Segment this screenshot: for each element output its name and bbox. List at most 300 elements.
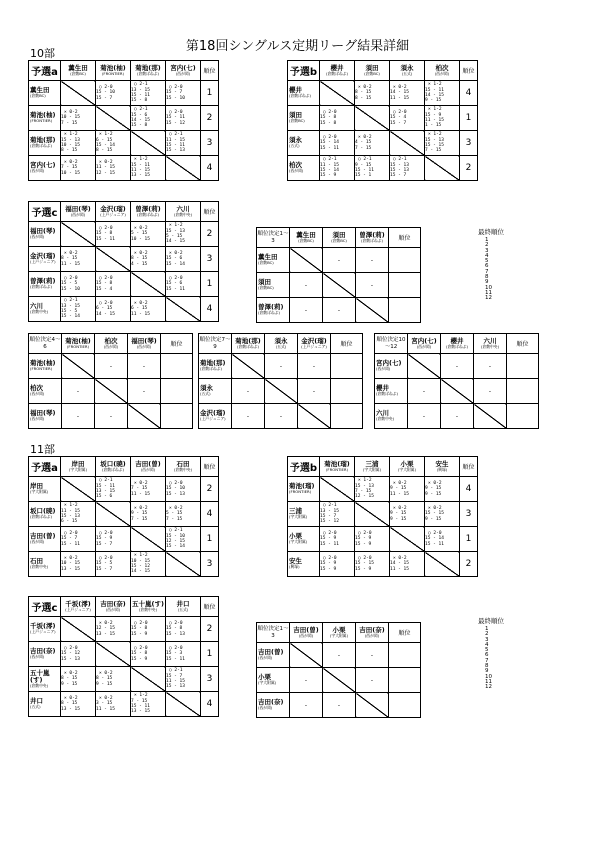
- row-player: [288, 552, 320, 577]
- player-name: 小栗: [258, 673, 271, 682]
- col-player: [96, 61, 131, 81]
- row-player: [257, 643, 290, 668]
- col-player: [355, 457, 390, 477]
- player-name: 三浦: [365, 459, 379, 468]
- player-name: 千坂(澪): [65, 599, 91, 608]
- game-score: 7 - 15: [131, 698, 148, 704]
- player-name: 曽澤(莉): [258, 303, 284, 312]
- col-player: [355, 61, 390, 81]
- table-row: [29, 527, 219, 552]
- self-cell: [390, 527, 425, 552]
- row-player: [29, 692, 61, 717]
- table-row: [29, 297, 219, 322]
- col-player: [61, 61, 96, 81]
- rank-value: [389, 643, 421, 668]
- player-name: 柏次: [289, 161, 302, 170]
- match-summary: ○ 2-0: [134, 620, 148, 626]
- self-cell: [62, 354, 95, 379]
- game-score: 15 - 11: [166, 656, 185, 662]
- match-summary: × 0-2: [64, 555, 78, 561]
- game-score: 11 - 15: [390, 566, 409, 572]
- match-result: [320, 527, 355, 552]
- player-club: (FRONTIER): [289, 489, 312, 495]
- table-row: [199, 379, 363, 404]
- player-club: (倉敷ぱねぶ): [137, 211, 159, 217]
- final-rank-number: 3: [485, 247, 489, 254]
- game-score: 1 - 15: [425, 123, 442, 129]
- match-result: [96, 552, 131, 577]
- player-name: 金沢(瑠): [100, 204, 126, 213]
- match-summary: ○ 2-0: [323, 109, 337, 115]
- match-summary: ○ 2-0: [169, 84, 183, 90]
- row-player: [29, 156, 61, 181]
- empty-result: -: [356, 248, 389, 273]
- division-label: 10部: [30, 47, 55, 60]
- row-player: [29, 297, 61, 322]
- row-player: [375, 404, 408, 429]
- player-name: 吉田(奈): [100, 599, 126, 608]
- player-club: (五式): [275, 343, 287, 349]
- game-score: 15 - 15: [425, 143, 444, 148]
- match-summary: ○ 2-1: [64, 298, 78, 304]
- final-rank-number: 10: [485, 284, 492, 291]
- game-score: 13 - 15: [61, 566, 80, 572]
- player-name: 宮内(七): [376, 359, 402, 368]
- game-score: 15 - 6: [131, 112, 148, 118]
- final-rank-number: 6: [485, 263, 489, 270]
- row-player: [257, 273, 290, 298]
- rank-header: 順位: [201, 457, 219, 477]
- match-result: [425, 502, 460, 527]
- player-club: (倉敷中央): [30, 309, 49, 315]
- game-score: 14 - 15: [96, 311, 115, 317]
- empty-result: -: [356, 668, 389, 693]
- player-name: 須田: [289, 111, 302, 120]
- game-score: 11 - 15: [61, 508, 80, 514]
- player-name: 金沢(瑠): [30, 252, 56, 261]
- game-score: 15 - 13: [355, 483, 374, 489]
- player-club: (上戸ジュニア): [100, 211, 126, 217]
- row-player: [257, 248, 290, 273]
- match-summary: × 0-2: [428, 505, 442, 511]
- player-club: (倉敷BC): [258, 285, 274, 291]
- match-summary: ○ 2-1: [169, 668, 183, 674]
- col-player: [390, 457, 425, 477]
- game-score: 3 - 15: [96, 701, 113, 707]
- game-score: 15 - 9: [320, 536, 337, 542]
- match-summary: ○ 2-1: [393, 157, 407, 163]
- match-result: [166, 642, 201, 667]
- player-club: (上戸ジュニア): [65, 606, 91, 612]
- match-result: [131, 156, 166, 181]
- empty-result: -: [474, 354, 507, 379]
- col-player: [131, 202, 166, 222]
- player-club: (宇大附属): [30, 489, 49, 495]
- match-summary: ○ 2-1: [323, 157, 337, 163]
- game-score: 9 - 15: [425, 491, 442, 497]
- match-result: [96, 297, 131, 322]
- game-score: 9 - 15: [355, 162, 372, 168]
- match-result: [61, 692, 96, 717]
- rank-value: [161, 404, 193, 429]
- final-rank-number: 11: [485, 289, 492, 296]
- match-summary: × 0-2: [134, 225, 148, 231]
- rank-value: [389, 668, 421, 693]
- match-summary: × 0-2: [99, 695, 113, 701]
- match-result: [96, 477, 131, 502]
- league-label: 予選c: [29, 202, 61, 222]
- empty-result: -: [95, 404, 128, 429]
- match-result: [131, 247, 166, 272]
- match-summary: ○ 2-0: [169, 645, 183, 651]
- match-result: [320, 502, 355, 527]
- empty-result: -: [62, 404, 95, 429]
- rank-value: [161, 379, 193, 404]
- game-score: 8 - 15: [355, 95, 372, 101]
- rank-value: 3: [201, 552, 219, 577]
- row-player: [288, 156, 320, 181]
- player-name: 宮内(七): [30, 161, 56, 170]
- playoff-table: [256, 227, 421, 323]
- col-player: [96, 202, 131, 222]
- game-score: 15 - 10: [166, 486, 185, 492]
- empty-result: -: [408, 379, 441, 404]
- page-title: 第18回シングルス定期リーグ結果詳細: [185, 39, 410, 54]
- player-name: 安生: [289, 557, 302, 566]
- player-club: (興塚): [436, 466, 448, 472]
- match-summary: × 0-2: [134, 300, 148, 306]
- self-cell: [61, 81, 96, 106]
- self-cell: [320, 81, 355, 106]
- match-result: [96, 81, 131, 106]
- col-player: [474, 334, 507, 354]
- player-club: (五式): [177, 606, 189, 612]
- player-club: (興塚): [289, 564, 300, 570]
- player-name: 菊地(那): [30, 136, 56, 145]
- match-result: [61, 667, 96, 692]
- final-rank-number: 8: [485, 663, 489, 670]
- game-score: 8 - 15: [61, 676, 78, 682]
- rank-value: [331, 354, 363, 379]
- player-club: (西が岡): [30, 654, 45, 660]
- game-score: 9 - 15: [131, 511, 148, 517]
- table-row: [29, 156, 219, 181]
- col-player: [232, 334, 265, 354]
- game-score: 15 - 10: [166, 533, 185, 539]
- match-result: [390, 502, 425, 527]
- player-name: 薫生田: [296, 230, 316, 239]
- league-label: 予選a: [29, 61, 61, 81]
- match-summary: × 1-2: [64, 503, 78, 509]
- match-result: [166, 477, 201, 502]
- match-result: [166, 272, 201, 297]
- match-result: [320, 106, 355, 131]
- table-row: [29, 379, 193, 404]
- rank-value: [389, 273, 421, 298]
- game-score: 7 - 15: [166, 516, 183, 522]
- match-summary: × 0-2: [99, 670, 113, 676]
- game-score: 15 - 11: [131, 704, 150, 709]
- match-result: [61, 156, 96, 181]
- final-rank-number: 3: [485, 636, 489, 643]
- match-summary: × 0-2: [99, 620, 113, 626]
- league-table: [28, 201, 219, 322]
- game-score: 15 - 6: [96, 494, 113, 500]
- player-club: (西が岡): [289, 168, 304, 174]
- empty-result: -: [323, 298, 356, 323]
- game-score: 9 - 15: [61, 681, 78, 687]
- match-summary: ○ 2-0: [64, 645, 78, 651]
- col-player: [408, 334, 441, 354]
- table-row: [288, 81, 478, 106]
- player-name: 吉田(曽): [135, 459, 161, 468]
- game-score: 6 - 15: [96, 137, 113, 143]
- match-result: [320, 156, 355, 181]
- match-summary: × 0-2: [99, 159, 113, 165]
- player-name: 六川: [176, 204, 190, 213]
- table-row: [199, 354, 363, 379]
- game-score: 15 - 14: [166, 544, 185, 550]
- match-result: [390, 552, 425, 577]
- col-player: [265, 334, 298, 354]
- match-result: [131, 617, 166, 642]
- game-score: 13 - 15: [320, 508, 339, 514]
- playoff-label: 順位決定1～3: [257, 228, 290, 248]
- league-label: 予選b: [288, 457, 320, 477]
- table-row: [288, 527, 478, 552]
- col-player: [425, 61, 460, 81]
- self-cell: [290, 643, 323, 668]
- player-club: (上戸ジュニア): [200, 416, 226, 422]
- empty-result: -: [323, 643, 356, 668]
- match-summary: ○ 2-1: [134, 82, 148, 88]
- game-score: 15 - 13: [390, 162, 409, 168]
- player-name: 薫生田: [258, 253, 278, 262]
- player-club: (宇大附属): [68, 466, 88, 472]
- game-score: 13 - 15: [61, 303, 80, 309]
- self-cell: [474, 404, 507, 429]
- player-club: (宇大附属): [258, 680, 277, 686]
- player-name: 福田(琴): [65, 204, 91, 213]
- player-club: (西が岡): [364, 632, 380, 638]
- game-score: 15 - 15: [425, 511, 444, 517]
- player-name: 小栗: [400, 459, 414, 468]
- rank-value: 1: [201, 272, 219, 297]
- self-cell: [425, 552, 460, 577]
- match-result: [96, 222, 131, 247]
- game-score: 15 - 7: [96, 95, 113, 101]
- self-cell: [131, 527, 166, 552]
- match-summary: × 0-2: [393, 480, 407, 486]
- match-result: [425, 131, 460, 156]
- game-score: 15 - 13: [390, 168, 409, 173]
- game-score: 15 - 12: [166, 120, 185, 126]
- match-result: [131, 642, 166, 667]
- player-name: 櫻井: [330, 63, 344, 72]
- player-name: 宮内(七): [411, 336, 437, 345]
- game-score: 15 - 11: [320, 145, 339, 151]
- game-score: 8 - 15: [131, 256, 148, 262]
- game-score: 15 - 14: [166, 261, 185, 267]
- game-score: 7 - 15: [131, 516, 148, 522]
- player-club: (FRONTIER): [325, 466, 349, 472]
- row-player: [29, 379, 62, 404]
- self-cell: [61, 617, 96, 642]
- player-name: 櫻井: [450, 336, 464, 345]
- game-score: 9 - 15: [390, 486, 407, 492]
- game-score: 11 - 15: [96, 706, 115, 712]
- game-score: 13 - 15: [131, 709, 150, 715]
- game-score: 15 - 9: [131, 656, 148, 662]
- self-cell: [166, 156, 201, 181]
- player-name: 三浦: [289, 507, 302, 516]
- player-name: 須永: [274, 336, 288, 345]
- player-club: (上戸ジュニア): [30, 259, 56, 265]
- game-score: 15 - 7: [96, 541, 113, 547]
- row-player: [29, 667, 61, 692]
- game-score: 15 - 13: [166, 631, 185, 637]
- match-summary: × 1-2: [428, 132, 442, 138]
- game-score: 15 - 13: [166, 684, 185, 690]
- rank-header: 順位: [389, 228, 421, 248]
- game-score: 15 - 4: [390, 115, 407, 121]
- rank-value: 2: [201, 617, 219, 642]
- col-player: [131, 457, 166, 477]
- match-result: [131, 106, 166, 131]
- match-summary: ○ 2-0: [323, 555, 337, 561]
- playoff-label: 順位決定1～3: [257, 623, 290, 643]
- player-name: 菊地(那): [235, 336, 261, 345]
- game-score: 15 - 11: [96, 236, 115, 242]
- player-club: (倉敷ぱねぶ): [376, 391, 398, 397]
- col-player: [95, 334, 128, 354]
- player-name: 須永: [200, 384, 213, 393]
- game-score: 15 - 5: [61, 309, 78, 314]
- game-score: 15 - 11: [131, 162, 150, 168]
- rank-value: 1: [201, 81, 219, 106]
- game-score: 15 - 6: [166, 281, 183, 287]
- player-club: (西が岡): [70, 211, 86, 217]
- table-row: [257, 668, 421, 693]
- rank-header: 順位: [389, 623, 421, 643]
- row-player: [29, 81, 61, 106]
- row-player: [29, 642, 61, 667]
- empty-result: -: [290, 668, 323, 693]
- player-name: 須田: [258, 278, 271, 287]
- player-club: (西が岡): [136, 343, 152, 349]
- self-cell: [131, 131, 166, 156]
- playoff-table: [198, 333, 363, 429]
- match-summary: ○ 2-0: [393, 109, 407, 115]
- match-result: [320, 131, 355, 156]
- row-player: [29, 247, 61, 272]
- rank-value: 3: [201, 667, 219, 692]
- game-score: 13 - 15: [61, 706, 80, 712]
- player-name: 宮内(七): [170, 63, 196, 72]
- game-score: 15 - 9: [355, 536, 372, 542]
- match-summary: ○ 2-1: [169, 528, 183, 534]
- match-result: [61, 106, 96, 131]
- match-summary: ○ 2-0: [169, 480, 183, 486]
- game-score: 10 - 15: [61, 143, 80, 148]
- self-cell: [323, 273, 356, 298]
- final-rank-number: 11: [485, 678, 492, 685]
- player-club: (倉敷中央): [376, 416, 395, 422]
- self-cell: [96, 106, 131, 131]
- final-rank-number: 4: [485, 252, 489, 259]
- player-name: 小栗: [332, 625, 346, 634]
- player-name: 千坂(澪): [30, 622, 56, 631]
- match-result: [355, 552, 390, 577]
- match-result: [355, 527, 390, 552]
- empty-result: -: [298, 354, 331, 379]
- match-result: [166, 667, 201, 692]
- player-club: (五式): [401, 70, 413, 76]
- row-player: [29, 502, 61, 527]
- game-score: 8 - 15: [61, 701, 78, 707]
- rank-value: 2: [460, 156, 478, 181]
- rank-value: [389, 298, 421, 323]
- league-table: [28, 456, 219, 577]
- col-player: [441, 334, 474, 354]
- player-name: 吉田(奈): [258, 698, 284, 707]
- game-score: 15 - 10: [61, 286, 80, 292]
- row-player: [288, 131, 320, 156]
- match-result: [61, 247, 96, 272]
- player-name: 井口: [30, 697, 43, 706]
- match-result: [166, 81, 201, 106]
- empty-result: -: [265, 404, 298, 429]
- match-result: [425, 81, 460, 106]
- game-score: 15 - 11: [320, 541, 339, 547]
- table-row: [29, 354, 193, 379]
- self-cell: [128, 404, 161, 429]
- game-score: 6 - 15: [96, 306, 113, 312]
- self-cell: [298, 404, 331, 429]
- game-score: 15 - 7: [320, 514, 337, 519]
- match-result: [320, 552, 355, 577]
- rank-value: 3: [201, 247, 219, 272]
- match-summary: × 1-2: [134, 157, 148, 163]
- row-player: [375, 354, 408, 379]
- row-player: [199, 379, 232, 404]
- row-player: [288, 502, 320, 527]
- empty-result: -: [128, 354, 161, 379]
- row-player: [29, 527, 61, 552]
- table-row: [288, 477, 478, 502]
- table-row: [29, 692, 219, 717]
- game-score: 12 - 15: [166, 539, 185, 544]
- match-result: [131, 297, 166, 322]
- playoff-table: [374, 333, 539, 429]
- table-row: [257, 643, 421, 668]
- player-club: (倉敷ぱねぶ): [326, 70, 348, 76]
- player-club: (西が岡): [376, 366, 391, 372]
- game-score: 12 - 15: [355, 494, 374, 500]
- rank-value: 3: [460, 502, 478, 527]
- self-cell: [290, 248, 323, 273]
- self-cell: [95, 379, 128, 404]
- player-club: (倉敷BC): [289, 118, 305, 124]
- game-score: 15 - 1: [355, 173, 372, 179]
- game-score: 8 - 15: [96, 148, 113, 154]
- match-summary: ○ 2-1: [134, 107, 148, 113]
- player-name: 櫻井: [376, 384, 389, 393]
- match-summary: ○ 2-0: [169, 109, 183, 115]
- player-name: 吉田(奈): [359, 625, 385, 634]
- game-score: 15 - 8: [166, 626, 183, 632]
- game-score: 8 - 15: [61, 148, 78, 154]
